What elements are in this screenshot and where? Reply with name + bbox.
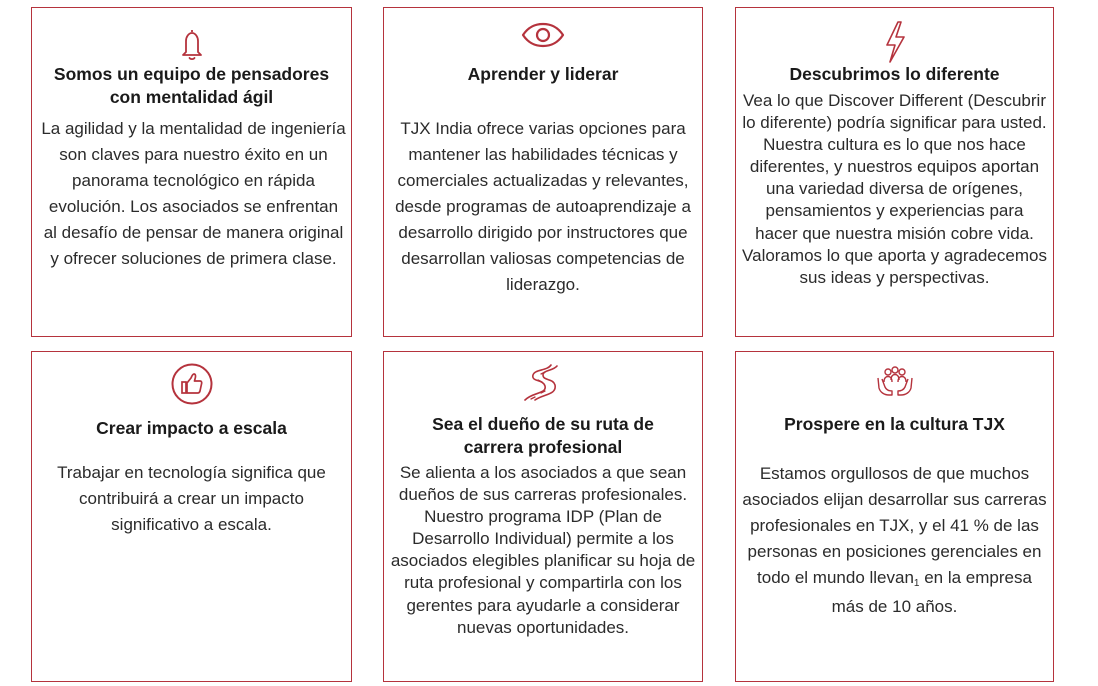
card-body-part-b: en la empresa más de 10 años. xyxy=(831,568,1032,616)
card-body: TJX India ofrece varias opciones para mantener las habilidades técnicas y comerciales actualizadas y relevantes, desde programas de autoaprendizaje a desarrollo dirigido por instructores que desarrollan valiosas competencias de liderazgo. xyxy=(395,119,691,294)
card-body: La agilidad y la mentalidad de ingeniería son claves para nuestro éxito en un panorama tecnológico en rápida evolución. Los asociados se enfrentan al desafío de pensar de manera original y ofrecer soluciones de primera clase. xyxy=(41,119,346,268)
card-agile-thinkers xyxy=(31,7,352,337)
card-tjx-culture xyxy=(735,351,1054,682)
bell-icon xyxy=(174,26,210,62)
card-body xyxy=(742,461,1047,620)
card-title: Prospere en la cultura TJX xyxy=(784,414,1005,434)
people-hands-icon xyxy=(875,364,915,400)
card-title: Crear impacto a escala xyxy=(96,418,287,438)
thumbs-up-icon xyxy=(170,362,214,406)
card-career-path xyxy=(383,351,703,682)
card-body: Trabajar en tecnología significa que contribuirá a crear un impacto significativo a escala. xyxy=(57,463,326,534)
card-discover-different xyxy=(735,7,1054,337)
card-title: Aprender y liderar xyxy=(467,64,619,84)
card-title: Descubrimos lo diferente xyxy=(789,64,1000,84)
card-title: Sea el dueño de su ruta de carrera profesional xyxy=(432,414,654,457)
winding-road-icon xyxy=(521,362,565,402)
lightning-icon xyxy=(881,20,909,64)
eye-icon xyxy=(521,22,565,48)
card-title: Somos un equipo de pensadores con mentalidad ágil xyxy=(53,64,330,107)
card-body: Vea lo que Discover Different (Descubrir lo diferente) podría significar para usted. Nuestra cultura es lo que nos hace diferentes, y nuestros equipos aportan una variedad diversa de orígenes, pensamientos y experiencias para hacer que nuestra misión cobre vida. Valoramos lo que aporta y agradecemos sus ideas y perspectivas. xyxy=(742,91,1047,287)
card-impact-scale xyxy=(31,351,352,682)
footnote-marker: 1 xyxy=(913,578,920,589)
card-body-part-a: Estamos orgullosos de que muchos asociados elijan desarrollar sus carreras profesionales en TJX, y el 41 % de las personas en posiciones gerenciales en todo el mundo llevan xyxy=(742,464,1047,587)
card-body: Se alienta a los asociados a que sean dueños de sus carreras profesionales. Nuestro programa IDP (Plan de Desarrollo Individual) permite a los asociados elegibles planificar su hoja de ruta profesional y compartirla con los gerentes para ayudarle a considerar nuevas oportunidades. xyxy=(390,463,696,637)
card-learn-lead xyxy=(383,7,703,337)
